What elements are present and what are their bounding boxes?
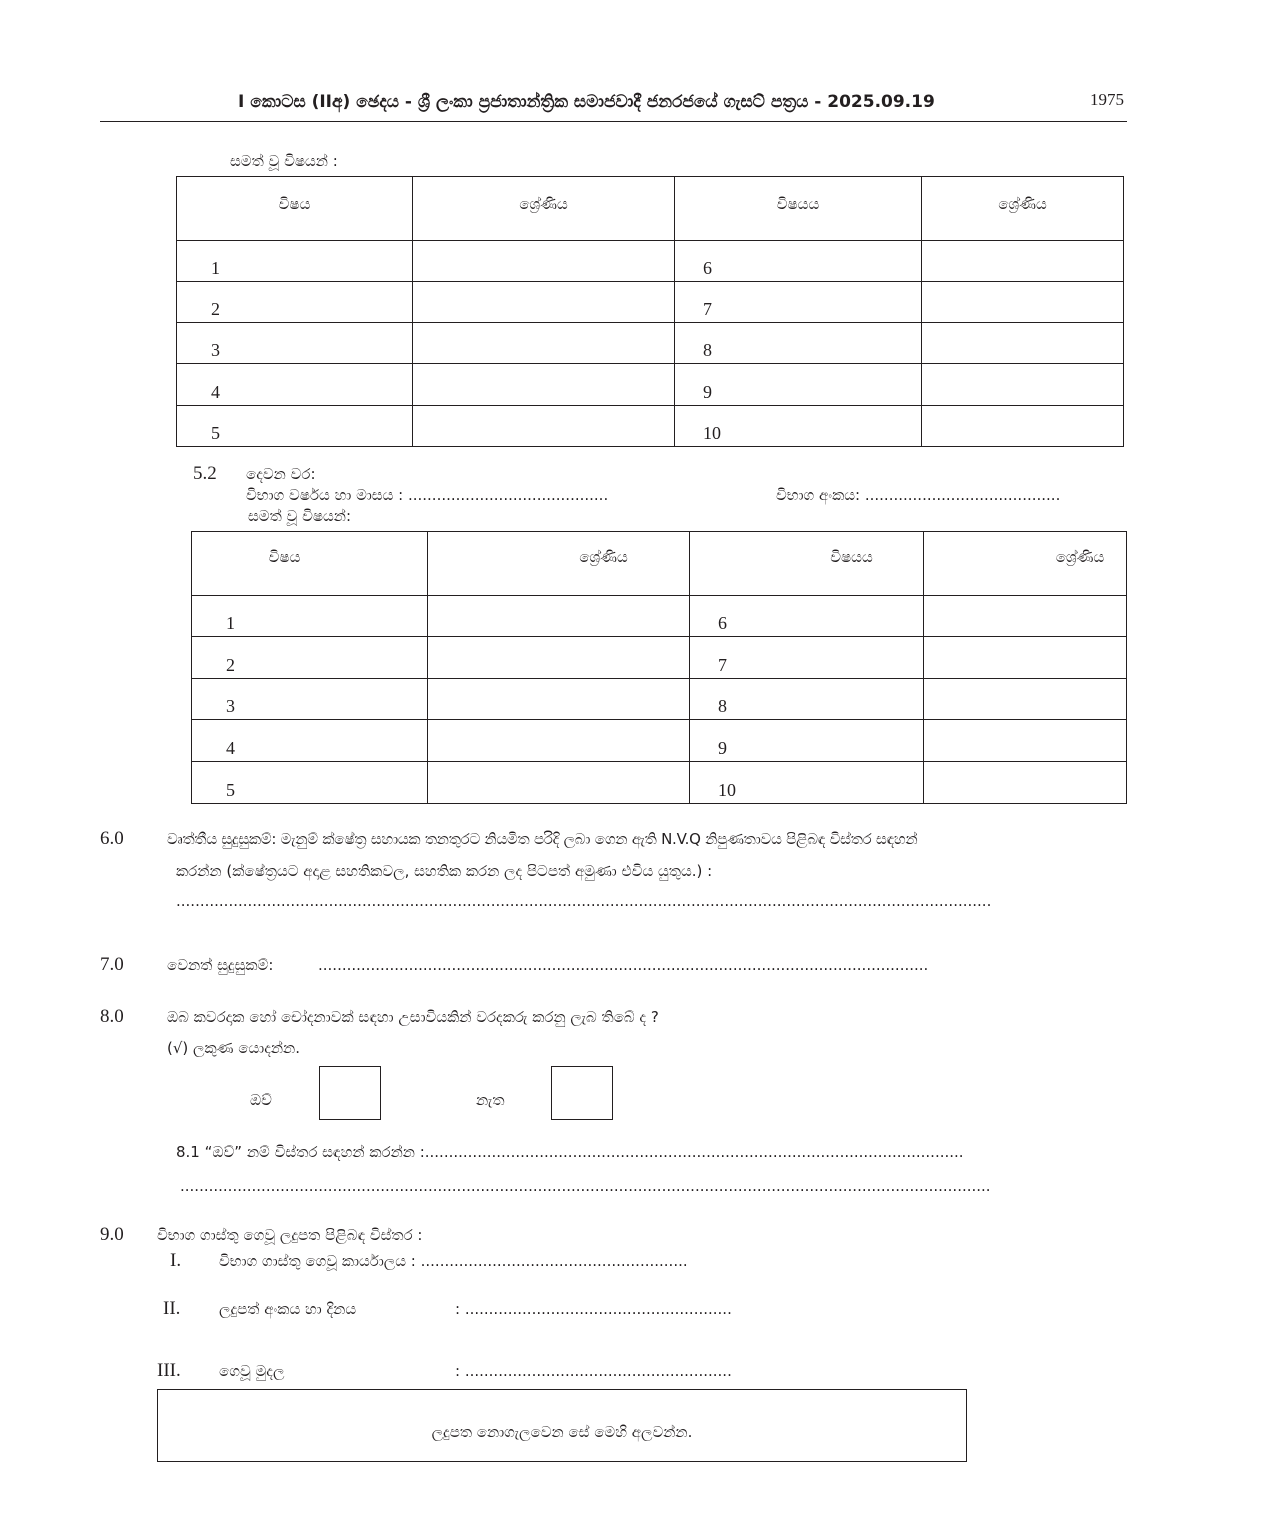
table-row	[177, 406, 1124, 447]
conviction-details-field[interactable]: 8.1 “ඔව්” නම් විස්තර සඳහන් කරන්න :.................................................................................................................	[176, 1143, 964, 1161]
grade-cell[interactable]	[428, 720, 690, 762]
gazette-header-title: I කොටස (IIඅ) ඡෙදය - ශ්‍රී ලංකා ප්‍රජාතාන්ත්‍රික සමාජවාදී ජනරජයේ ගැසට් පත්‍රය - 2025.09.19	[238, 92, 935, 112]
row-number: 8	[675, 323, 922, 364]
row-number: 6	[675, 241, 922, 282]
header-divider	[100, 121, 1127, 122]
row-number: 3	[177, 323, 413, 364]
receipt-number-date-label: ලදුපත් අංකය හා දිනය	[219, 1300, 357, 1318]
row-number: 6	[690, 596, 924, 637]
grade-cell[interactable]	[413, 241, 675, 282]
col-header-grade-2: ශ්‍රේණිය	[924, 532, 1127, 596]
grade-cell[interactable]	[922, 241, 1124, 282]
row-number: 5	[177, 406, 413, 447]
no-checkbox[interactable]	[551, 1066, 613, 1120]
exam-number-field[interactable]: විභාග අංකය: .........................................	[776, 486, 1061, 504]
section-7-number: 7.0	[100, 954, 124, 975]
row-number: 1	[192, 596, 428, 637]
grade-cell[interactable]	[428, 762, 690, 804]
table-row	[177, 241, 1124, 282]
col-header-subject-2: විෂයය	[675, 177, 922, 241]
table-row	[177, 323, 1124, 364]
row-number: 5	[192, 762, 428, 804]
grade-cell[interactable]	[924, 679, 1127, 720]
tick-instruction: (√) ලකුණ යොදන්න.	[167, 1039, 300, 1057]
receipt-number-date-field[interactable]: : ........................................................	[455, 1300, 732, 1318]
grade-cell[interactable]	[428, 596, 690, 637]
grade-cell[interactable]	[428, 637, 690, 679]
second-attempt-results-table	[191, 531, 1127, 804]
grade-cell[interactable]	[413, 323, 675, 364]
col-header-subject-2: විෂයය	[690, 532, 924, 596]
conviction-details-field-2[interactable]: ..........................................................................................................................................................................	[180, 1177, 991, 1195]
table-row	[177, 364, 1124, 406]
vocational-qualifications-text: වෘත්තීය සුදුසුකම්: මැනුම් ක්ෂේත්‍ර සහායක තනතුරට නියමිත පරිදි ලබා ගෙන ඇති N.V.Q නිපුණතාවය පිළිබඳ විස්තර සඳහන්	[167, 830, 918, 848]
grade-cell[interactable]	[413, 282, 675, 323]
row-number: 8	[690, 679, 924, 720]
grade-cell[interactable]	[428, 679, 690, 720]
row-number: 4	[177, 364, 413, 406]
fee-receipt-title: විභාග ගාස්තු ගෙවූ ලදුපත පිළිබඳ විස්තර :	[157, 1226, 423, 1244]
row-number: 1	[177, 241, 413, 282]
item-roman: I.	[170, 1250, 182, 1271]
row-number: 4	[192, 720, 428, 762]
table-row	[192, 720, 1127, 762]
row-number: 10	[690, 762, 924, 804]
fee-office-field[interactable]: විභාග ගාස්තු ගෙවූ කාර්යාලය : ........................................................	[219, 1252, 688, 1270]
amount-paid-field[interactable]: : ........................................................	[455, 1362, 732, 1380]
grade-cell[interactable]	[413, 364, 675, 406]
row-number: 7	[690, 637, 924, 679]
vocational-qualifications-instruction: කරන්න (ක්ෂේත්‍රයට අදාළ සහතිකවල, සහතික කරන ලද පිටපත් අමුණා එවිය යුතුය.) :	[176, 862, 713, 880]
section-5-2-number: 5.2	[193, 463, 217, 484]
row-number: 7	[675, 282, 922, 323]
grade-cell[interactable]	[924, 637, 1127, 679]
col-header-grade-2: ශ්‍රේණිය	[922, 177, 1124, 241]
grade-cell[interactable]	[413, 406, 675, 447]
other-qualifications-field[interactable]: ................................................................................................................................	[318, 956, 929, 974]
row-number: 9	[675, 364, 922, 406]
second-attempt-label: දෙවන වර:	[246, 465, 316, 483]
item-roman: II.	[163, 1298, 181, 1319]
amount-paid-label: ගෙවූ මුදල	[219, 1362, 285, 1380]
other-qualifications-label: වෙනත් සුදුසුකම්:	[167, 956, 274, 974]
no-label: නැත	[476, 1091, 505, 1109]
conviction-question: ඔබ කවරදාක හෝ චෝදනාවක් සඳහා උසාවියකින් වරදකරු කරනු ලැබ තිබේ ද ?	[167, 1008, 659, 1026]
row-number: 9	[690, 720, 924, 762]
first-attempt-results-table	[176, 176, 1124, 447]
grade-cell[interactable]	[922, 364, 1124, 406]
receipt-paste-box[interactable]	[157, 1389, 967, 1462]
table-row	[192, 637, 1127, 679]
table-row	[192, 596, 1127, 637]
section-8-number: 8.0	[100, 1006, 124, 1027]
passed-subjects-label: සමත් වූ විෂයන් :	[230, 152, 338, 170]
exam-year-month-field[interactable]: විභාග වර්ෂය හා මාසය : ..........................................	[246, 486, 609, 504]
row-number: 10	[675, 406, 922, 447]
row-number: 3	[192, 679, 428, 720]
page-number: 1975	[1090, 90, 1124, 109]
row-number: 2	[192, 637, 428, 679]
col-header-grade: ශ්‍රේණිය	[413, 177, 675, 241]
item-roman: III.	[157, 1360, 181, 1381]
grade-cell[interactable]	[922, 323, 1124, 364]
grade-cell[interactable]	[922, 406, 1124, 447]
section-9-number: 9.0	[100, 1224, 124, 1245]
passed-subjects-label-2: සමත් වූ විෂයන්:	[248, 507, 352, 525]
col-header-subject: විෂය	[177, 177, 413, 241]
grade-cell[interactable]	[922, 282, 1124, 323]
grade-cell[interactable]	[924, 596, 1127, 637]
table-row	[177, 282, 1124, 323]
col-header-grade: ශ්‍රේණිය	[428, 532, 690, 596]
table-row	[192, 679, 1127, 720]
grade-cell[interactable]	[924, 720, 1127, 762]
receipt-paste-note: ලදුපත නොගැලවෙන සේ මෙහි අලවන්න.	[431, 1423, 693, 1441]
yes-label: ඔව්	[250, 1091, 272, 1109]
section-6-number: 6.0	[100, 828, 124, 849]
yes-checkbox[interactable]	[319, 1066, 381, 1120]
grade-cell[interactable]	[924, 762, 1127, 804]
vocational-qualifications-field[interactable]: ...........................................................................................................................................................................	[176, 892, 992, 910]
row-number: 2	[177, 282, 413, 323]
table-row	[192, 762, 1127, 804]
col-header-subject: විෂය	[192, 532, 428, 596]
